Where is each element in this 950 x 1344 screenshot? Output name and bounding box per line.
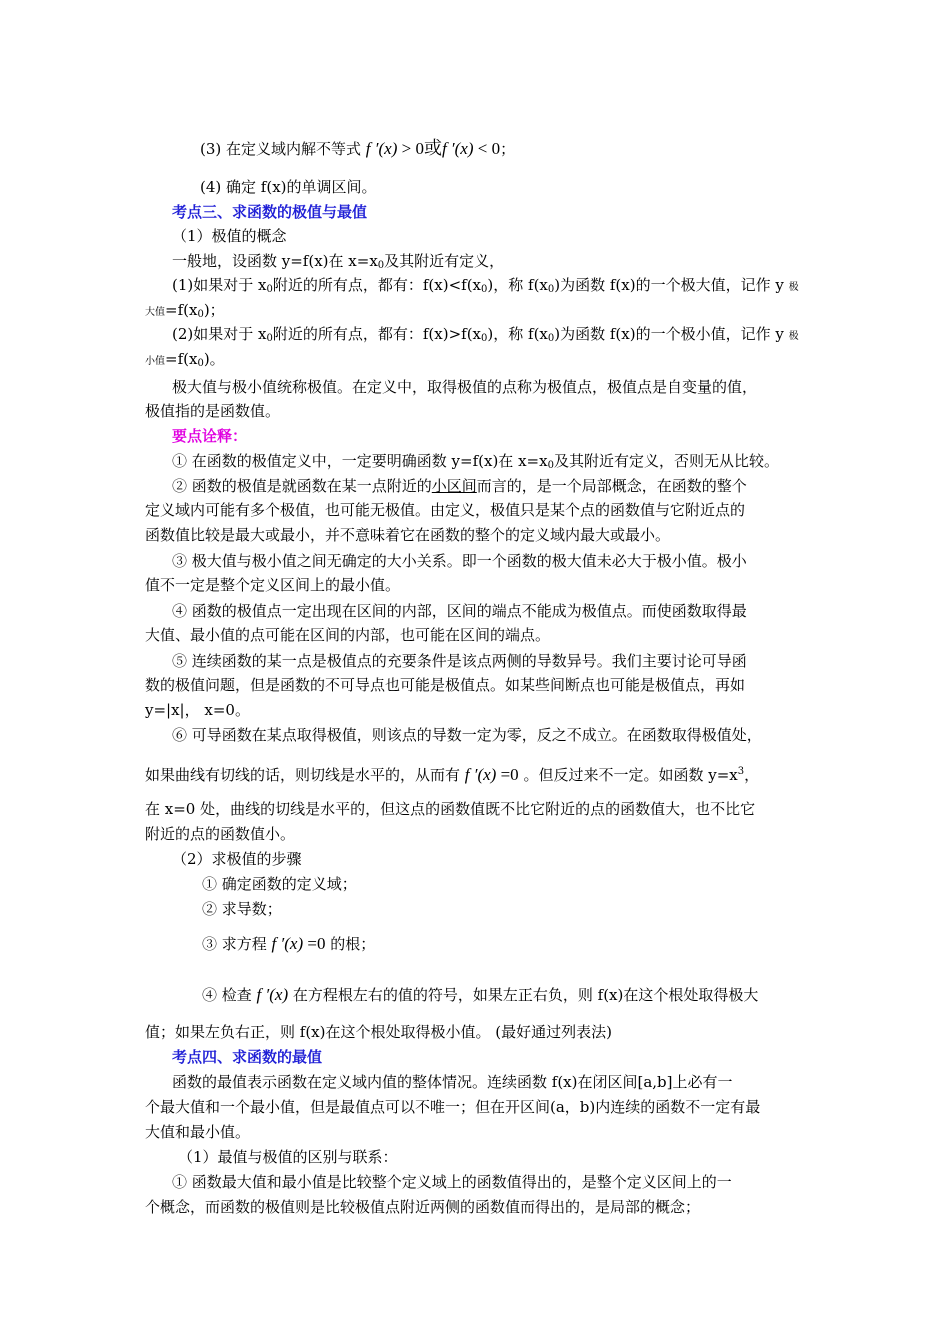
key-point-2-line3: 函数值比较是最大或最小，并不意味着它在函数的整个的定义域内最大或最小。 <box>145 526 671 544</box>
step-4-check-cont: 值；如果左负右正，则 f(x)在这个根处取得极小值。 (最好通过列表法) <box>145 1023 612 1041</box>
max-definition-cont: 大值$=f(x_0)$； <box>145 301 225 320</box>
key-point-6-line3: 在 x=0 处，曲线的切线是水平的，但这点的函数值既不比它附近的点的函数值大，也不比它 <box>145 800 756 818</box>
step-4: (4) 确定 f(x)的单调区间。 <box>200 178 377 196</box>
min-definition-cont: 小值$=f(x_0)$。 <box>145 350 225 369</box>
key-point-6-line1: ⑥ 可导函数在某点取得极值，则该点的导数一定为零，反之不成立。在函数取得极值处， <box>172 726 762 744</box>
key-point-4-line1: ④ 函数的极值点一定出现在区间的内部，区间的端点不能成为极值点。而使函数取得最 <box>172 602 747 620</box>
key-point-3-line2: 值不一定是整个定义区间上的最小值。 <box>145 576 401 594</box>
key-point-2-line1: ② 函数的极值是就函数在某一点附近的小区间而言的，是一个局部概念，在函数的整个 <box>172 477 747 495</box>
max-min-paragraph-3: 大值和最小值。 <box>145 1123 251 1141</box>
key-point-6-line4: 附近的点的函数值小。 <box>145 825 296 843</box>
max-min-paragraph-2: 个最大值和一个最小值，但是最值点可以不唯一；但在开区间(a，b)内连续的函数不一定有最 <box>145 1098 761 1116</box>
extreme-paragraph-2: 极值指的是函数值。 <box>145 402 281 420</box>
step-4-check: ④ 检查 f ′(x) 在方程根左右的值的符号，如果左正右负，则 f(x)在这个根处取得极大 <box>202 985 759 1004</box>
key-point-5-line3: y=|x|， x=0。 <box>145 701 250 719</box>
difference-point-1: ① 函数最大值和最小值是比较整个定义域上的函数值得出的，是整个定义区间上的一 <box>172 1173 732 1191</box>
general-definition: 一般地，设函数 y=f(x)在 $x=x_0$及其附近有定义， <box>172 252 505 271</box>
max-min-paragraph-1: 函数的最值表示函数在定义域内值的整体情况。连续函数 f(x)在闭区间[a,b]上必有一 <box>172 1073 733 1091</box>
max-definition: (1)如果对于 $x_0$附近的所有点，都有：$f(x)<f(x_0)$，称 $f(x_0)$为函数 f(x)的一个极大值，记作 y 极 <box>172 276 799 295</box>
key-point-4-line2: 大值、最小值的点可能在区间的内部，也可能在区间的端点。 <box>145 626 551 644</box>
key-point-2-line2: 定义域内可能有多个极值，也可能无极值。由定义，极值只是某个点的函数值与它附近点的 <box>145 501 746 519</box>
key-point-5-line2: 数的极值问题，但是函数的不可导点也可能是极值点。如某些间断点也可能是极值点，再如 <box>145 676 746 694</box>
key-points-title: 要点诠释： <box>172 427 248 445</box>
key-point-6-line2: 如果曲线有切线的话，则切线是水平的，从而有 f ′(x) =0 。但反过来不一定。如函数 $y=x^3$， <box>145 765 760 784</box>
step-3: (3) 在定义域内解不等式 f ′(x) > 0或f ′(x) < 0； <box>200 138 516 159</box>
extreme-paragraph-1: 极大值与极小值统称极值。在定义中，取得极值的点称为极值点，极值点是自变量的值， <box>172 378 758 396</box>
key-point-1: ① 在函数的极值定义中，一定要明确函数 y=f(x)在 $x=x_0$及其附近有定义，否则无从比较。 <box>172 452 779 471</box>
min-definition: (2)如果对于 $x_0$附近的所有点，都有：$f(x)>f(x_0)$，称 $f(x_0)$为函数 f(x)的一个极小值，记作 y 极 <box>172 325 799 344</box>
key-point-3-line1: ③ 极大值与极小值之间无确定的大小关系。即一个函数的极大值未必大于极小值。极小 <box>172 552 747 570</box>
difference-point-1-cont: 个概念，而函数的极值则是比较极值点附近两侧的函数值而得出的，是局部的概念； <box>145 1198 701 1216</box>
subsection-1-title: （1）极值的概念 <box>172 227 287 245</box>
step-3-roots: ③ 求方程 f ′(x) =0 的根； <box>202 934 376 953</box>
subsection-3-title: （1）最值与极值的区别与联系： <box>178 1148 398 1166</box>
step-1: ① 确定函数的定义域； <box>202 875 357 893</box>
section-4-title: 考点四、求函数的最值 <box>172 1048 323 1066</box>
step-2: ② 求导数； <box>202 900 282 918</box>
section-3-title: 考点三、求函数的极值与最值 <box>172 203 368 221</box>
subsection-2-title: （2）求极值的步骤 <box>172 850 302 868</box>
key-point-5-line1: ⑤ 连续函数的某一点是极值点的充要条件是该点两侧的导数异号。我们主要讨论可导函 <box>172 652 747 670</box>
